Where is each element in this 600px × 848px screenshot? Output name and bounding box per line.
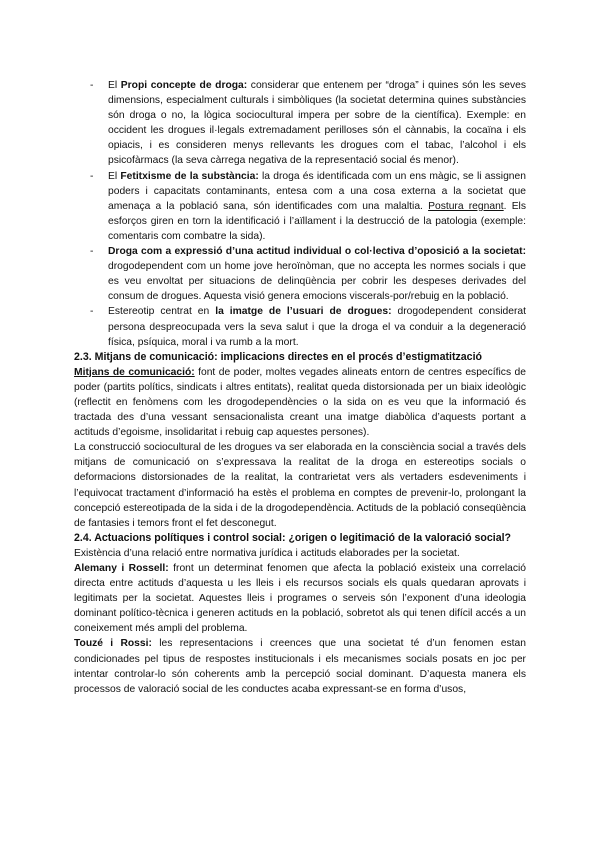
paragraph-text: les representacions i creences que una societat té d’un fenomen estan condicionades pel tipus de respostes institucionals i els mecanismes socials posats en joc per intentar controlar-lo són coherents amb la percepció social dominant. D’aquesta manera els processos de valoració social de les conductes acaba expressant-se en forma d’usos, (74, 638, 526, 695)
bullet-item-estereotip (74, 304, 526, 349)
paragraph-alemany-rossell (74, 561, 526, 636)
paragraph-term: Alemany i Rossell: (74, 563, 169, 574)
paragraph-mitjans (74, 365, 526, 440)
bullet-text: El (108, 80, 121, 91)
paragraph-touze-rossi (74, 636, 526, 696)
paragraph-text: front un determinat fenomen que afecta la població existeix una correlació directa entre actituds d’aquesta u les lleis i els recursos socials els quals quedaran aprovats i legitimats per la societat. Aquestes lleis i programes o serveis són l’exponent d’una ideologia dominant político-tècnica i generen actituds en la població, sobretot als qui tenen difícil accés a un coneixement més ampli del problema. (74, 563, 527, 635)
bullet-list (74, 78, 526, 350)
bullet-term: la imatge de l’usuari de drogues: (215, 306, 392, 318)
bullet-text: . Els esforços giren en torn la identificació i l’aïllament i la destrucció de la patologia (exemple: comentaris com combatre la sida). (108, 200, 526, 242)
paragraph-text: font de poder, moltes vegades alineats entorn de centres específics de poder (partits polítics, sindicats i altres entitats), realitat queda distorsionada per un biaix ideològic (reflectit en fenòmens com les drogodependències o la sida on es veu que la informació és tractada des d’una vessant sensacionalista creant una imatge diabòlica d’aquests portant a actituds d’egoisme, insolidaritat i rebuig cap aquestes persones). (74, 366, 526, 439)
paragraph-construccio: La construcció sociocultural de les drogues va ser elaborada en la consciència social a través dels mitjans de comunicació on s’expressava la realitat de la droga en estereotips socials o deformacions distorsionades de la realitat, la contrarietat vers als vertaders esdeveniments i l’equivocat tractament d’informació ha estès el problema en comptes de prevenir-lo, prolongant la concepció estereotipada de la sida i de la drogodependència. Actituds de la població conseqüència de fantasies i temors front el fet desconegut. (74, 442, 526, 529)
bullet-item-oposicio (74, 244, 526, 304)
bullet-item-fetitxisme (74, 169, 526, 244)
bullet-dash: - (90, 246, 94, 258)
bullet-term: Fetitxisme de la substància: (120, 170, 259, 182)
underlined-text: Postura regnant (428, 200, 504, 212)
paragraph-term: Touzé i Rossi: (74, 638, 152, 650)
section-heading-2-4: 2.4. Actuacions polítiques i control social: ¿origen o legitimació de la valoració social? (74, 531, 511, 544)
bullet-dash: - (90, 170, 94, 182)
bullet-term: Droga com a expressió d’una actitud individual o col·lectiva d’oposició a la societat: (108, 246, 526, 258)
bullet-text: El (108, 170, 121, 182)
bullet-dash: - (90, 80, 94, 91)
bullet-text: considerar que entenem per “droga” i quines són les seves dimensions, especialment culturals i simbòliques (la societat determina quines substàncies són droga o no, la lògica sociocultural impera per sobre de la científica). Exemple: en occident les drogues il·legals extremadament perilloses són el cànnabis, la cocaïna i els opiacis, i es consideren menys rellevants les drogues com el tabac, l’alcohol i els psicofàrmacs (la seva càrrega negativa de la representació social és menor). (108, 80, 526, 167)
bullet-text: drogodependent com un home jove heroïnòman, que no accepta les normes socials i que es veu envoltat per situacions de delinqüència per cobrir les despeses derivades del consum de drogues. Aquesta visió genera emocions viscerals-por/rebuig en la població. (108, 261, 526, 303)
bullet-text: Estereotip centrat en (108, 306, 216, 318)
section-heading-2-3: 2.3. Mitjans de comunicació: implicacions directes en el procés d’estigmatització (74, 350, 482, 363)
bullet-text: drogodependent considerat persona despreocupada vers la seva salut i que la droga el va conduir a la degeneració física, psíquica, moral i va rumb a la mort. (108, 306, 526, 348)
bullet-item-concept (74, 78, 526, 169)
paragraph-term: Mitjans de comunicació: (74, 366, 195, 378)
bullet-term: Propi concepte de droga: (120, 80, 248, 91)
bullet-text: la droga és identificada com un ens màgic, se li assignen poders i capacitats contaminants, entesa com a una cosa externa a la societat que amenaça a la població sana, són identificades com una malaltia. (108, 170, 526, 212)
paragraph-existencia: Existència d’una relació entre normativa jurídica i actituds elaborades per la societat. (74, 547, 460, 559)
bullet-dash: - (90, 306, 94, 318)
